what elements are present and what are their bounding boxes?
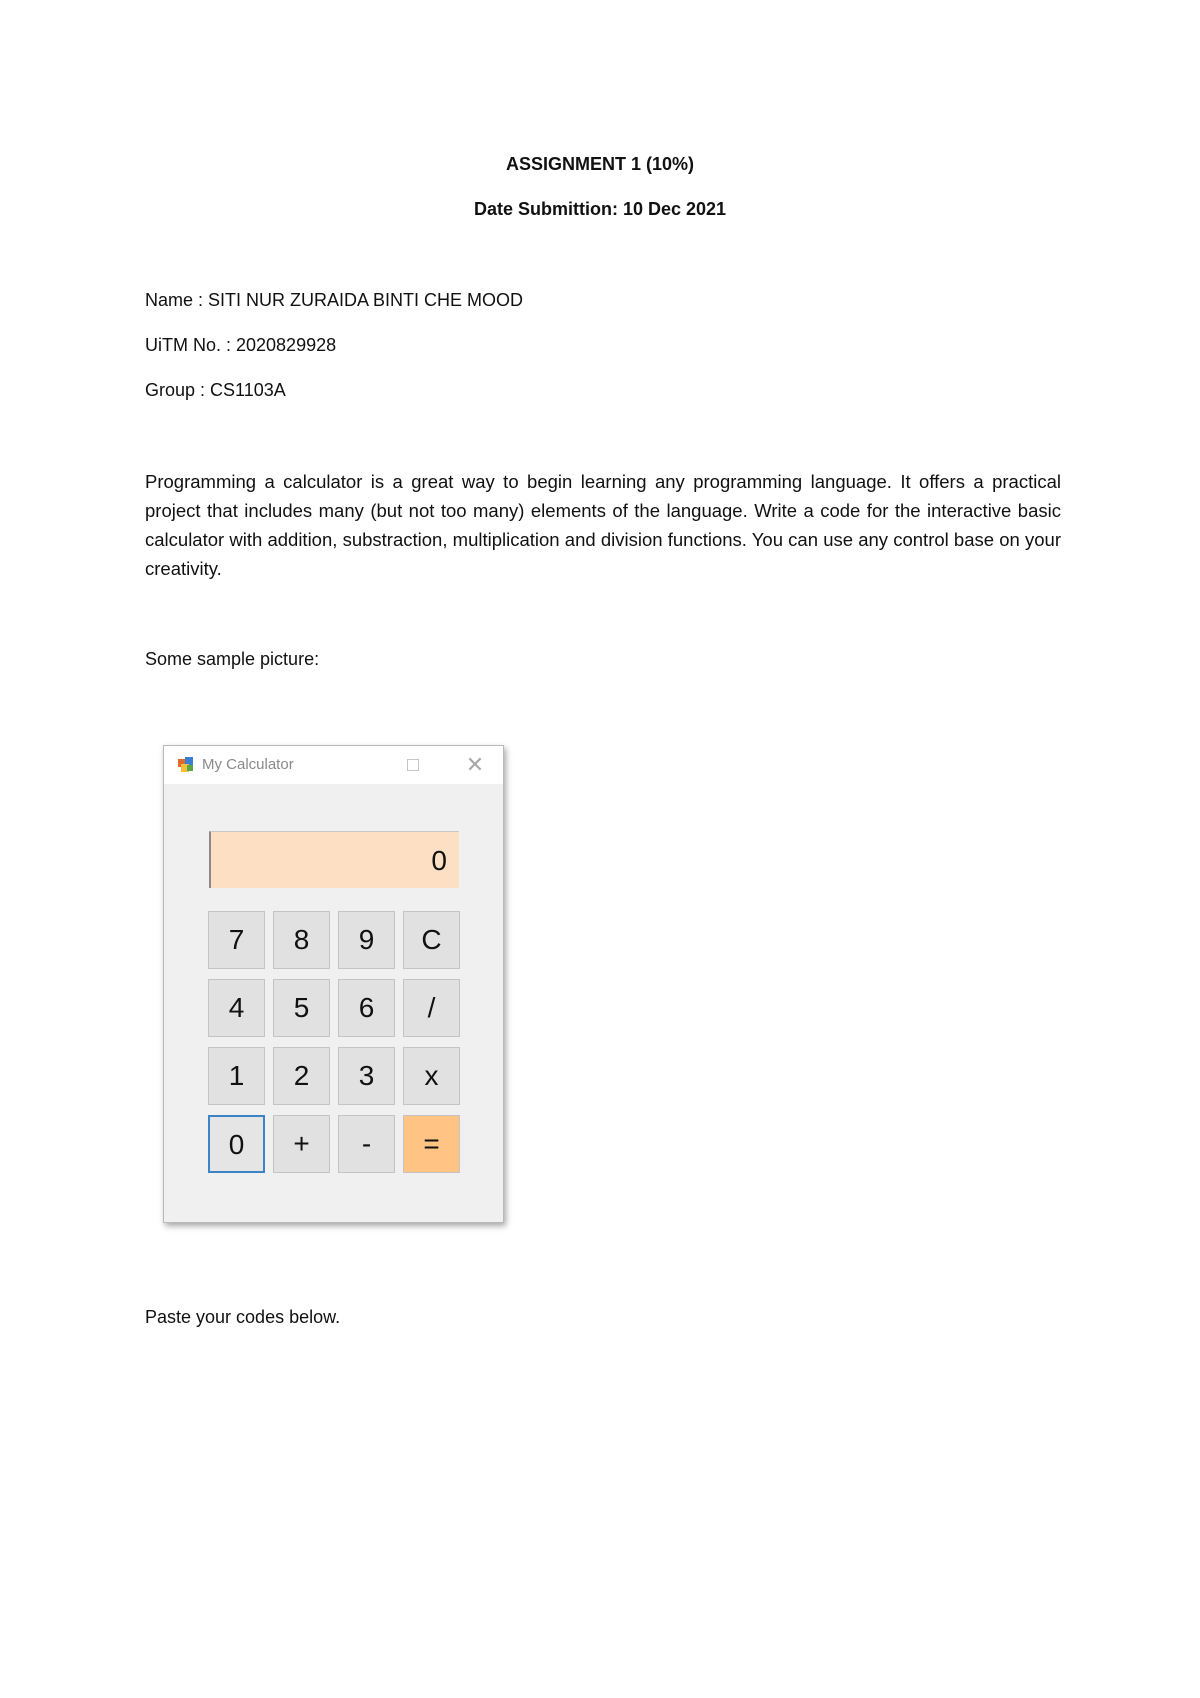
key-2[interactable]: 2 (273, 1047, 330, 1105)
maximize-icon[interactable] (400, 752, 426, 778)
key-plus[interactable]: + (273, 1115, 330, 1173)
app-icon (178, 757, 194, 773)
key-5[interactable]: 5 (273, 979, 330, 1037)
key-divide[interactable]: / (403, 979, 460, 1037)
key-multiply[interactable]: x (403, 1047, 460, 1105)
key-3[interactable]: 3 (338, 1047, 395, 1105)
key-1[interactable]: 1 (208, 1047, 265, 1105)
key-7[interactable]: 7 (208, 911, 265, 969)
key-6[interactable]: 6 (338, 979, 395, 1037)
key-8[interactable]: 8 (273, 911, 330, 969)
key-4[interactable]: 4 (208, 979, 265, 1037)
key-0[interactable]: 0 (208, 1115, 265, 1173)
calculator-keypad (208, 911, 464, 1173)
group-code: Group : CS1103A (145, 380, 286, 400)
assignment-title: ASSIGNMENT 1 (10%) (505, 154, 695, 174)
instructions-text: Programming a calculator is a great way to begin learning any programming language. It offers a practical project that includes many (but not too many) elements of the language. Write a code for the interactive basic calculator with addition, substraction, multiplication and division functions. You can use any control base on your creativity. (145, 471, 1061, 579)
key-9[interactable]: 9 (338, 911, 395, 969)
date-submission: Date Submittion: 10 Dec 2021 (473, 199, 727, 219)
window-title: My Calculator (202, 756, 294, 773)
paste-codes-label: Paste your codes below. (145, 1307, 341, 1327)
student-name: Name : SITI NUR ZURAIDA BINTI CHE MOOD (145, 290, 524, 310)
uitm-number: UiTM No. : 2020829928 (145, 335, 337, 355)
sample-picture-label: Some sample picture: (145, 649, 320, 669)
key-equals[interactable]: = (403, 1115, 460, 1173)
key-minus[interactable]: - (338, 1115, 395, 1173)
close-icon[interactable]: ✕ (465, 752, 485, 777)
calculator-window (163, 745, 504, 1223)
instructions-paragraph (145, 467, 1061, 583)
window-titlebar (164, 746, 503, 784)
key-clear[interactable]: C (403, 911, 460, 969)
minimize-icon[interactable] (342, 752, 368, 778)
calculator-display: 0 (209, 831, 459, 888)
